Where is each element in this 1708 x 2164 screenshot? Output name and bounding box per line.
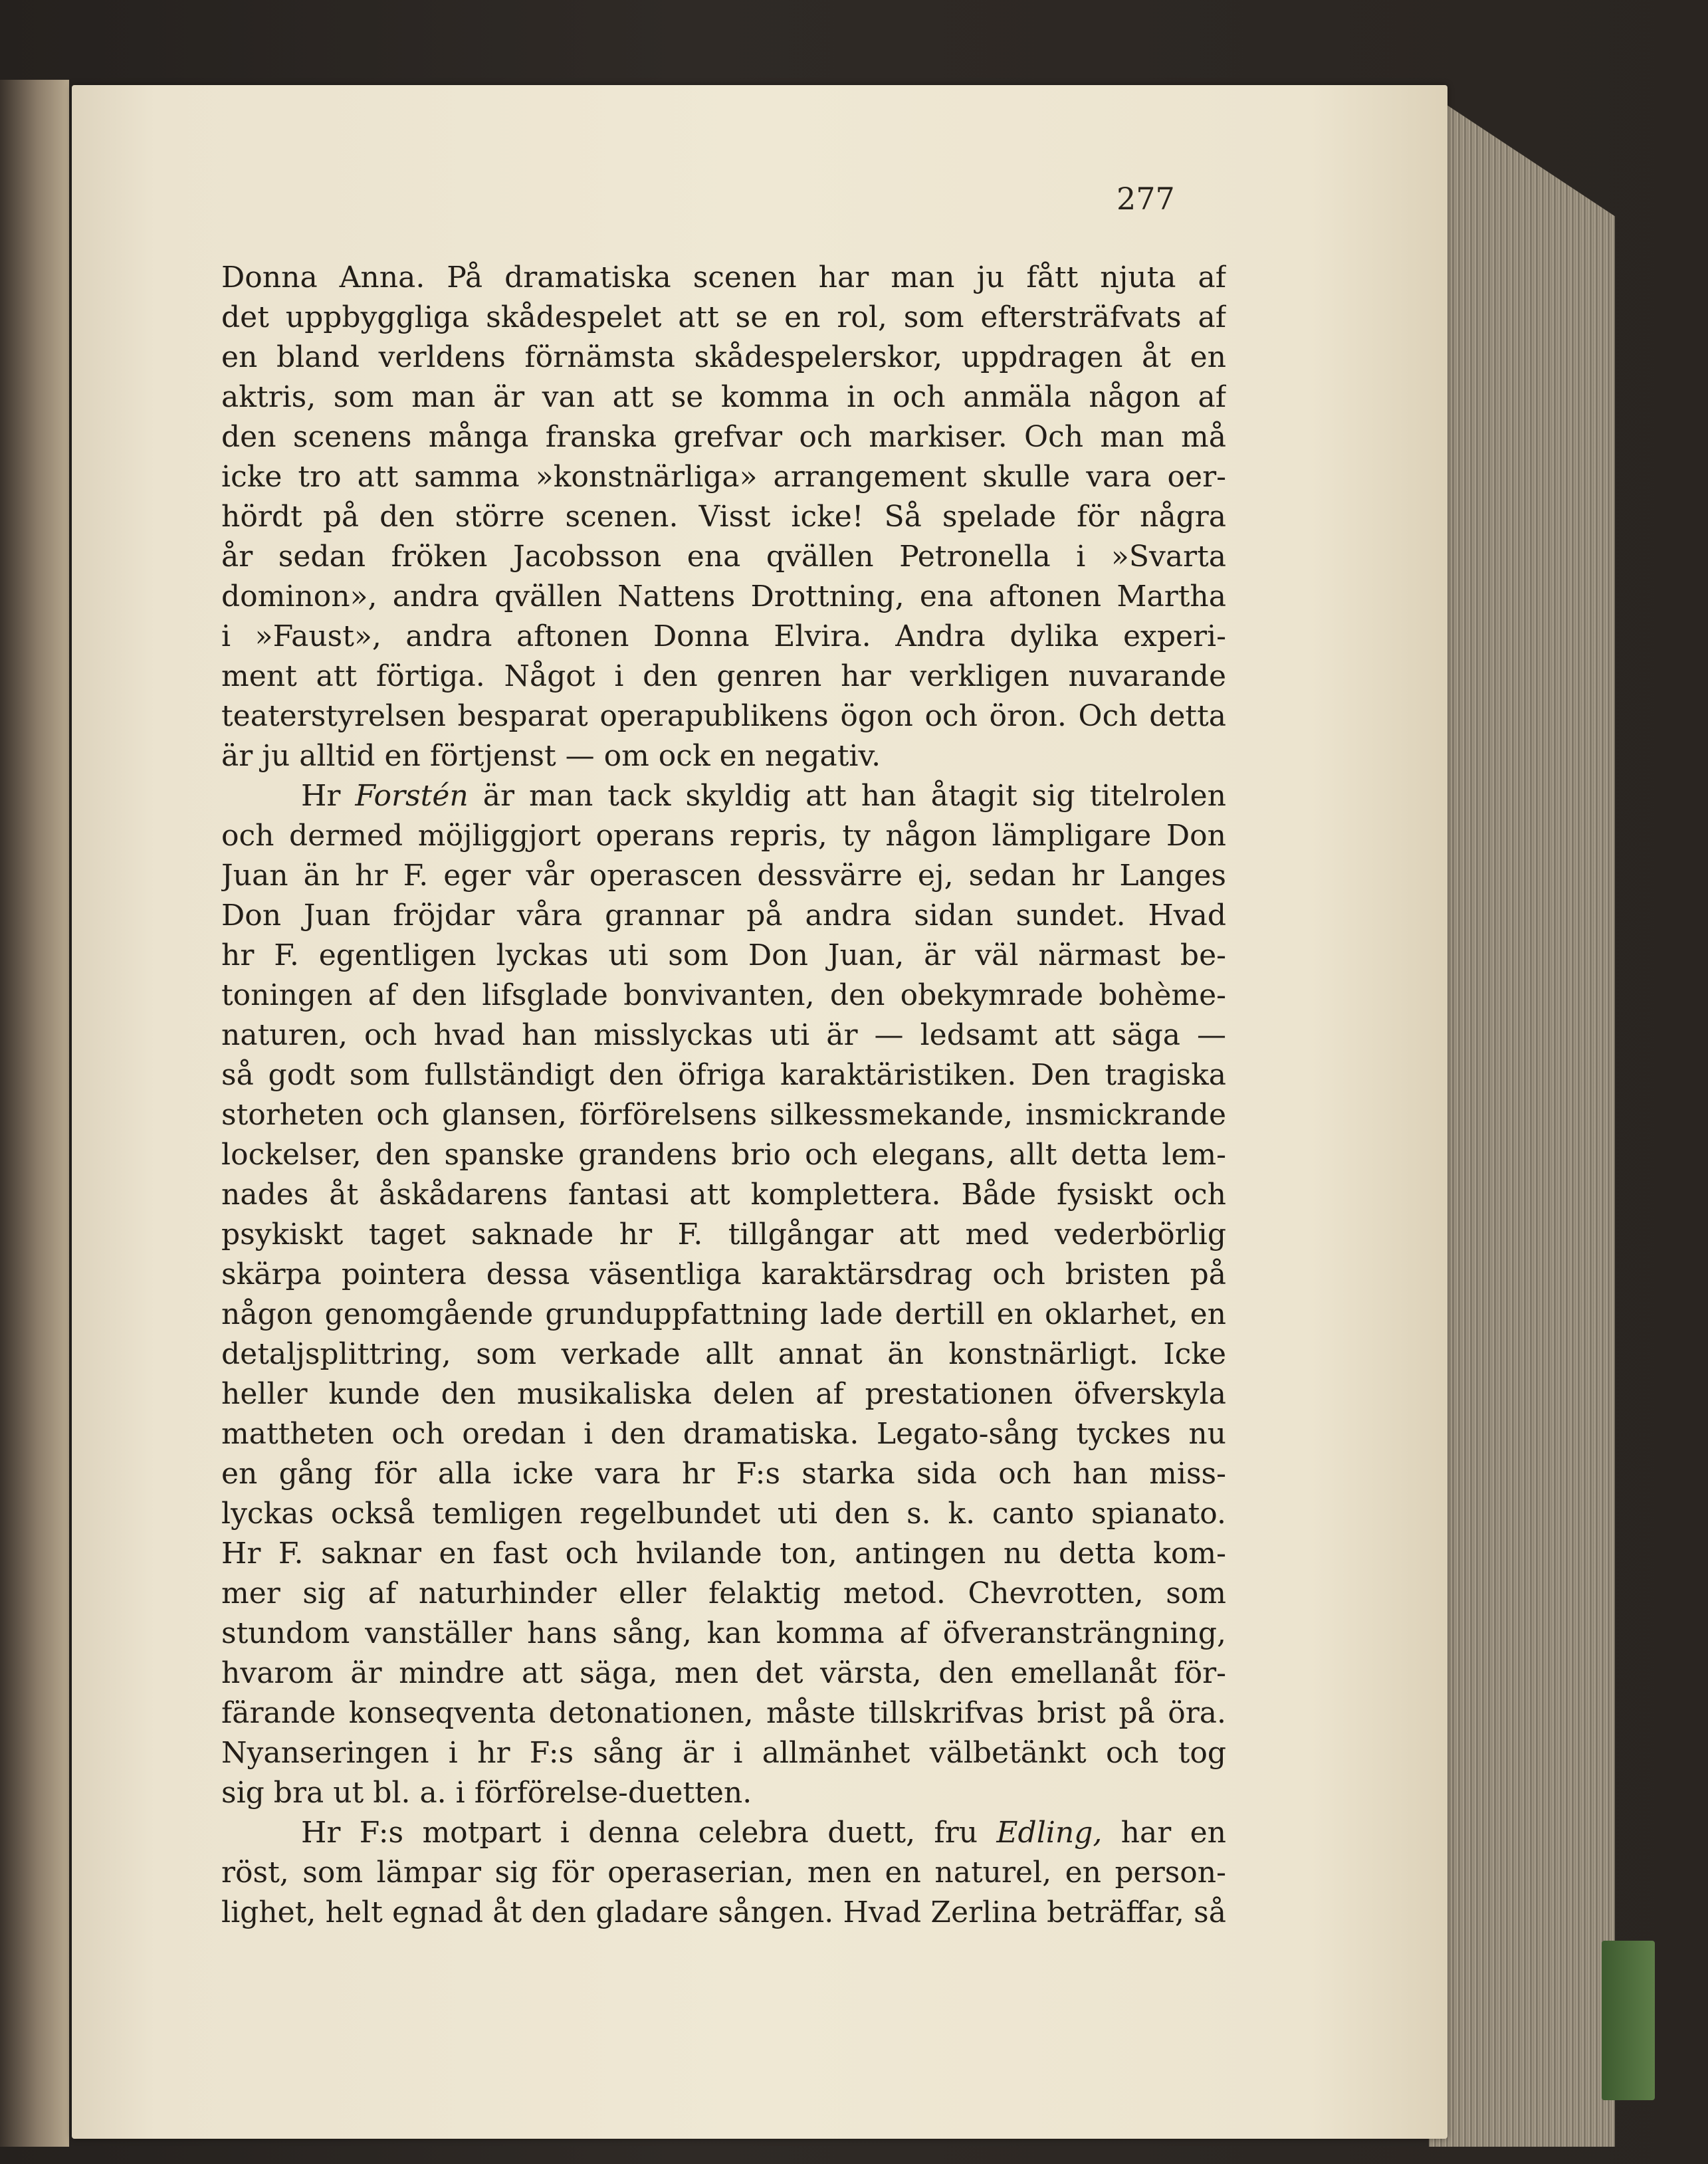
text-span: har en [1102,1816,1226,1850]
text-line: röst, som lämpar sig för operaserian, men en naturel, en person- [221,1856,1226,1890]
person-name: Edling, [996,1816,1103,1850]
text-line: hr F. egentligen lyckas uti som Don Juan, är väl närmast be- [221,938,1226,972]
text-line: skärpa pointera dessa väsentliga karaktärsdrag och bristen på [221,1257,1226,1291]
page-number: 277 [1117,181,1175,217]
text-line: mer sig af naturhinder eller felaktig metod. Chevrotten, som [221,1576,1226,1610]
person-name: Forstén [355,779,469,813]
text-line: Hr F. saknar en fast och hvilande ton, antingen nu detta kom- [221,1537,1226,1570]
text-span: är man tack skyldig att han åtagit sig titelrolen [468,779,1226,813]
facing-page-edge [0,80,69,2147]
text-line: Nyanseringen i hr F:s sång är i allmänhet välbetänkt och tog [221,1736,1226,1770]
text-line: i »Faust», andra aftonen Donna Elvira. Andra dylika experi- [221,619,1226,653]
text-span: Hr [301,779,356,813]
text-line: detaljsplittring, som verkade allt annat än konstnärligt. Icke [221,1337,1226,1371]
text-line: naturen, och hvad han misslyckas uti är — ledsamt att säga — [221,1018,1226,1052]
text-line: stundom vanställer hans sång, kan komma af öfveransträngning, [221,1616,1226,1650]
text-line: lyckas också temligen regelbundet uti den s. k. canto spianato. [221,1497,1226,1531]
text-line: icke tro att samma »konstnärliga» arrangement skulle vara oer- [221,460,1226,494]
body-text [221,258,1226,1933]
text-line: Don Juan fröjdar våra grannar på andra sidan sundet. Hvad [221,899,1226,932]
text-line: den scenens många franska grefvar och markiser. Och man må [221,420,1226,454]
text-line: färande konseqventa detonationen, måste tillskrifvas brist på öra. [221,1696,1226,1730]
text-line: ment att förtiga. Något i den genren har verkligen nuvarande [221,659,1226,693]
text-line: en gång för alla icke vara hr F:s starka sida och han miss- [221,1457,1226,1491]
text-line: lighet, helt egnad åt den gladare sången. Hvad Zerlina beträffar, så [221,1895,1226,1929]
text-line: och dermed möjliggjort operans repris, ty någon lämpligare Don [221,819,1226,853]
text-line: teaterstyrelsen besparat operapublikens ögon och öron. Och detta [221,699,1226,733]
text-line: Donna Anna. På dramatiska scenen har man ju fått njuta af [221,261,1226,294]
text-line: någon genomgående grunduppfattning lade dertill en oklarhet, en [221,1297,1226,1331]
text-line: en bland verldens förnämsta skådespelerskor, uppdragen åt en [221,340,1226,374]
text-line: mattheten och oredan i den dramatiska. Legato-sång tyckes nu [221,1417,1226,1451]
text-line: Juan än hr F. eger vår operascen dessvärre ej, sedan hr Langes [221,859,1226,893]
text-line: hördt på den större scenen. Visst icke! Så spelade för några [221,500,1226,534]
text-line: det uppbyggliga skådespelet att se en rol, som eftersträfvats af [221,300,1226,334]
text-line [221,1813,1226,1853]
page-stack-edge [1429,93,1615,2147]
text-line: dominon», andra qvällen Nattens Drottning, ena aftonen Martha [221,580,1226,613]
text-span: Hr F:s motpart i denna celebra duett, fru [301,1816,997,1850]
book-cover-corner [1602,1941,1655,2100]
text-line: toningen af den lifsglade bonvivanten, den obekymrade bohème- [221,978,1226,1012]
text-line [221,776,1226,816]
text-line: är ju alltid en förtjenst — om ock en negativ. [221,739,881,773]
text-line: aktris, som man är van att se komma in och anmäla någon af [221,380,1226,414]
text-line: nades åt åskådarens fantasi att komplettera. Både fysiskt och [221,1178,1226,1212]
text-line: hvarom är mindre att säga, men det värsta, den emellanåt för- [221,1656,1226,1690]
text-line: storheten och glansen, förförelsens silkessmekande, insmickrande [221,1098,1226,1132]
text-line: sig bra ut bl. a. i förförelse-duetten. [221,1776,752,1810]
text-line: lockelser, den spanske grandens brio och elegans, allt detta lem- [221,1138,1226,1172]
text-line: psykiskt taget saknade hr F. tillgångar att med vederbörlig [221,1218,1226,1251]
text-line: så godt som fullständigt den öfriga karaktäristiken. Den tragiska [221,1058,1226,1092]
text-line: heller kunde den musikaliska delen af prestationen öfverskyla [221,1377,1226,1411]
text-line: år sedan fröken Jacobsson ena qvällen Petronella i »Svarta [221,540,1226,574]
